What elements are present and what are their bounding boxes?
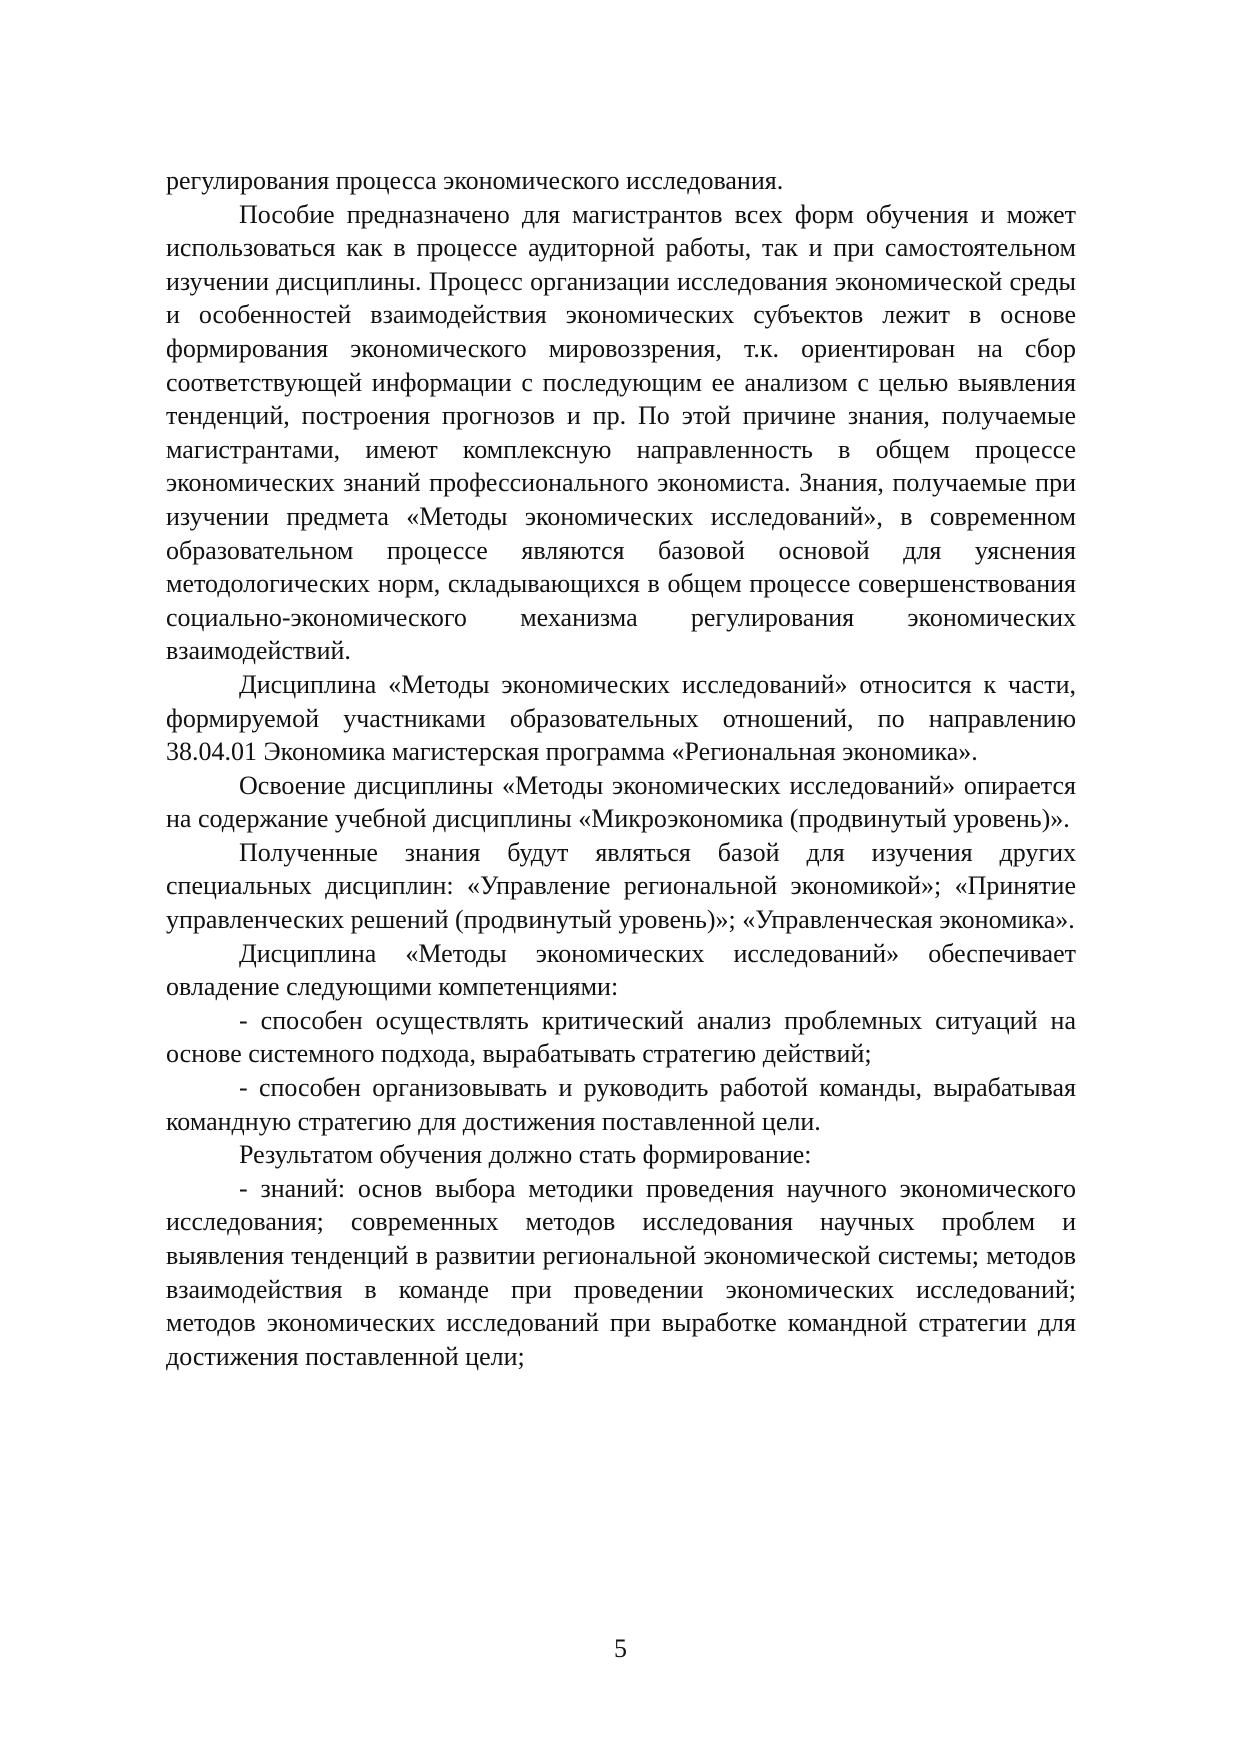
paragraph-discipline-place: Дисциплина «Методы экономических исследований» относится к части, формируемой участниками образовательных отношений, по направлению 38.04.01 Экономика магистерская программа «Региональная экономика».: [166, 669, 1076, 767]
paragraph-further-disciplines: Полученные знания будут являться базой для изучения других специальных дисциплин: «Управление региональной экономикой»; «Принятие управленческих решений (продвинутый уровень)»; «Управленческая экономика».: [166, 837, 1076, 935]
paragraph-competencies-intro: Дисциплина «Методы экономических исследований» обеспечивает овладение следующими компетенциями:: [166, 938, 1076, 1002]
list-item-competency: - способен осуществлять критический анализ проблемных ситуаций на основе системного подхода, вырабатывать стратегию действий;: [166, 1005, 1076, 1069]
paragraph-continuation: регулирования процесса экономического исследования.: [166, 166, 784, 195]
paragraph-prerequisites: Освоение дисциплины «Методы экономических исследований» опирается на содержание учебной дисциплины «Микроэкономика (продвинутый уровень)».: [166, 770, 1076, 834]
page-number: 5: [614, 1634, 627, 1663]
paragraph-purpose: Пособие предназначено для магистрантов всех форм обучения и может использоваться как в процессе аудиторной работы, так и при самостоятельном изучении дисциплины. Процесс организации исследования экономической среды и особенностей взаимодействия экономических субъектов лежит в основе формирования экономического мировоззрения, т.к. ориентирован на сбор соответствующей информации с последующим ее анализом с целью выявления тенденций, построения прогнозов и пр. По этой причине знания, получаемые магистрантами, имеют комплексную направленность в общем процессе экономических знаний профессионального экономиста. Знания, получаемые при изучении предмета «Методы экономических исследований», в современном образовательном процессе являются базовой основой для уяснения методологических норм, складывающихся в общем процессе совершенствования социально-экономического механизма регулирования экономических взаимодействий.: [166, 199, 1076, 666]
list-item-competency: - способен организовывать и руководить работой команды, вырабатывая командную стратегию для достижения поставленной цели.: [166, 1073, 1076, 1136]
body-text: [166, 164, 1076, 1373]
list-item-result: - знаний: основ выбора методики проведения научного экономического исследования; современных методов исследования научных проблем и выявления тенденций в развитии региональной экономической системы; методов взаимодействия в команде при проведении экономических исследований; методов экономических исследований при выработке командной стратегии для достижения поставленной цели;: [166, 1173, 1076, 1371]
paragraph-results-intro: Результатом обучения должно стать формирование:: [239, 1140, 812, 1170]
